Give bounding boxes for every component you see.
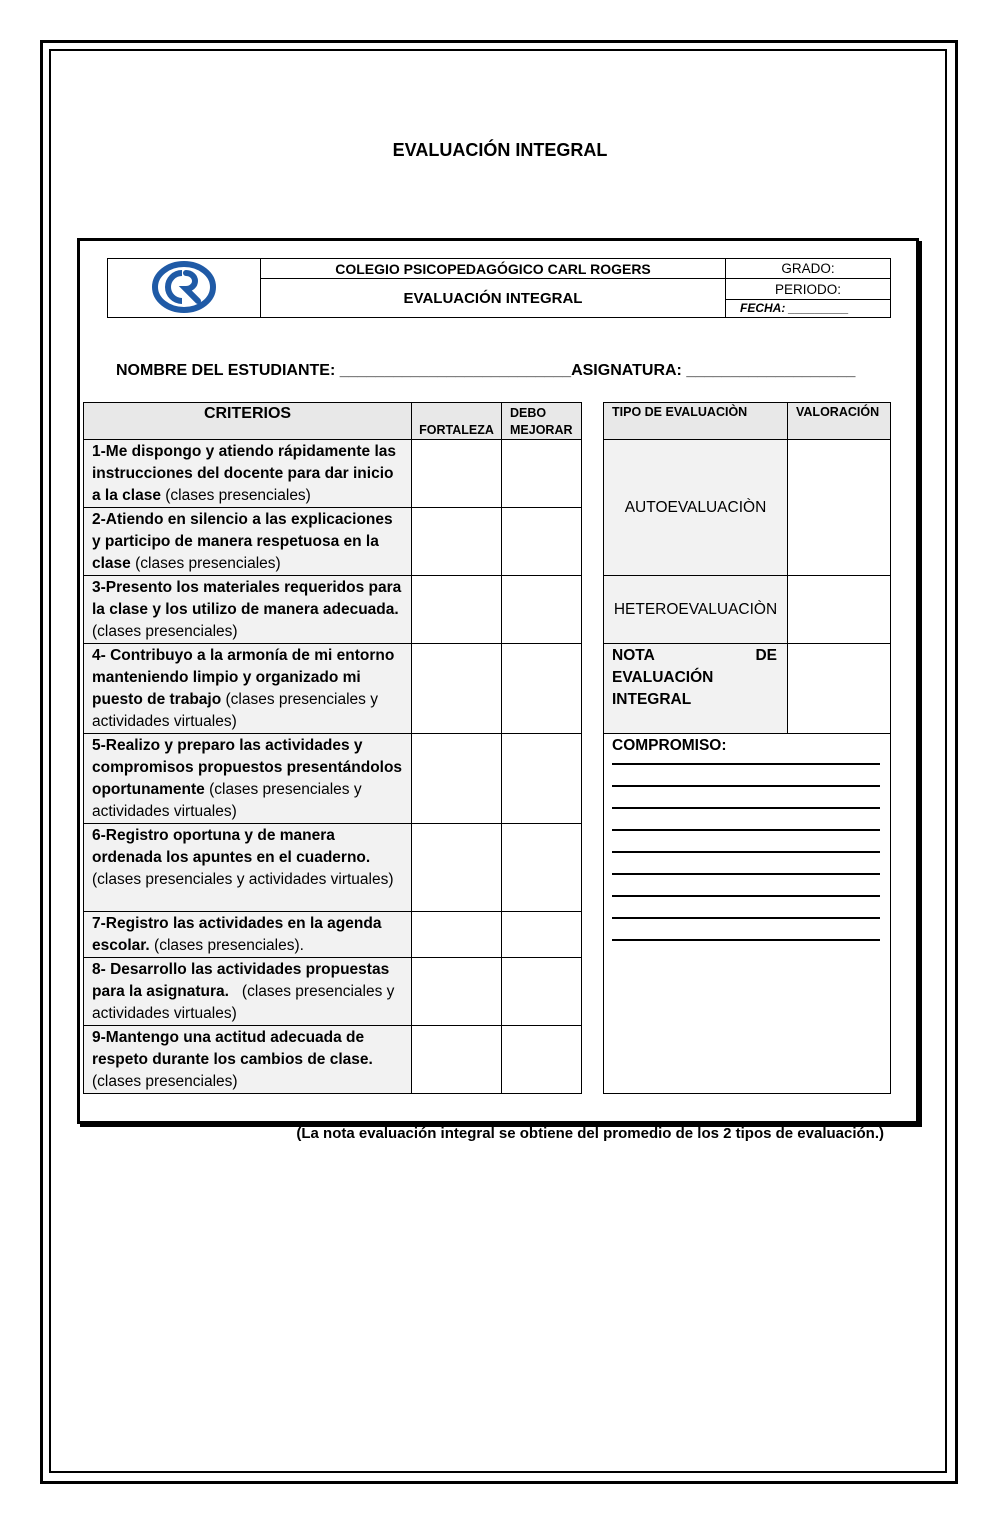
debo-mejorar-cell-7[interactable] <box>502 912 582 958</box>
fortaleza-cell-6[interactable] <box>412 824 502 912</box>
criterion-1: 1-Me dispongo y atiendo rápidamente las instrucciones del docente para dar inicio a la clase (clases presenciales) <box>84 440 412 508</box>
criteria-table <box>83 402 891 1094</box>
debo-mejorar-cell-5[interactable] <box>502 734 582 824</box>
fortaleza-cell-1[interactable] <box>412 440 502 508</box>
compromiso-line[interactable] <box>612 919 880 941</box>
column-gap <box>582 403 604 1094</box>
page-title: EVALUACIÓN INTEGRAL <box>392 140 608 160</box>
heteroevaluacion-valoracion-cell[interactable] <box>788 576 891 644</box>
debo-mejorar-cell-8[interactable] <box>502 958 582 1026</box>
student-line: NOMBRE DEL ESTUDIANTE: __________________________ASIGNATURA: ___________________ <box>116 362 856 379</box>
compromiso-line[interactable] <box>612 831 880 853</box>
school-logo-icon <box>152 261 216 313</box>
debo-mejorar-cell-2[interactable] <box>502 508 582 576</box>
compromiso-line[interactable] <box>612 787 880 809</box>
form-header <box>107 258 891 318</box>
compromiso-line[interactable] <box>612 765 880 787</box>
school-name: COLEGIO PSICOPEDAGÓGICO CARL ROGERS <box>261 259 726 279</box>
logo-cell <box>108 259 261 318</box>
debo-mejorar-cell-9[interactable] <box>502 1026 582 1094</box>
compromiso-line[interactable] <box>612 757 880 765</box>
debo-mejorar-cell-4[interactable] <box>502 644 582 734</box>
fortaleza-cell-7[interactable] <box>412 912 502 958</box>
compromiso-line[interactable] <box>612 809 880 831</box>
header-fortaleza: FORTALEZA <box>412 403 502 440</box>
nota-valoracion-cell[interactable] <box>788 644 891 734</box>
heteroevaluacion-label: HETEROEVALUACIÒN <box>604 576 788 644</box>
footnote: (La nota evaluación integral se obtiene del promedio de los 2 tipos de evaluación.) <box>296 1125 884 1142</box>
criterion-8: 8- Desarrollo las actividades propuestas para la asignatura. (clases presenciales y actividades virtuales) <box>84 958 412 1026</box>
criterion-6: 6-Registro oportuna y de manera ordenada los apuntes en el cuaderno. (clases presenciales y actividades virtuales) <box>84 824 412 912</box>
fortaleza-cell-2[interactable] <box>412 508 502 576</box>
criterion-9: 9-Mantengo una actitud adecuada de respeto durante los cambios de clase. (clases presenciales) <box>84 1026 412 1094</box>
compromiso-label: COMPROMISO: <box>612 737 727 754</box>
autoevaluacion-valoracion-cell[interactable] <box>788 440 891 576</box>
form-title: EVALUACIÓN INTEGRAL <box>261 279 726 318</box>
nota-evaluacion-integral-label: NOTA DE EVALUACIÓN INTEGRAL <box>604 644 788 734</box>
compromiso-line[interactable] <box>612 853 880 875</box>
fortaleza-cell-5[interactable] <box>412 734 502 824</box>
header-valoracion: VALORACIÓN <box>788 403 891 440</box>
criterion-5: 5-Realizo y preparo las actividades y compromisos propuestos presentándolos oportunamente (clases presenciales y actividades virtuales) <box>84 734 412 824</box>
periodo-label: PERIODO: <box>726 279 891 299</box>
header-tipo-evaluacion: TIPO DE EVALUACIÒN <box>604 403 788 440</box>
debo-mejorar-cell-6[interactable] <box>502 824 582 912</box>
fortaleza-cell-9[interactable] <box>412 1026 502 1094</box>
criterion-3: 3-Presento los materiales requeridos para la clase y los utilizo de manera adecuada. (clases presenciales) <box>84 576 412 644</box>
criterion-7: 7-Registro las actividades en la agenda escolar. (clases presenciales). <box>84 912 412 958</box>
debo-mejorar-cell-1[interactable] <box>502 440 582 508</box>
header-debo-mejorar: DEBO MEJORAR <box>502 403 582 440</box>
header-criterios: CRITERIOS <box>84 403 412 440</box>
fecha-label: FECHA: _________ <box>726 299 891 317</box>
debo-mejorar-cell-3[interactable] <box>502 576 582 644</box>
criterion-2: 2-Atiendo en silencio a las explicaciones y participo de manera respetuosa en la clase (clases presenciales) <box>84 508 412 576</box>
criterion-4: 4- Contribuyo a la armonía de mi entorno manteniendo limpio y organizado mi puesto de trabajo (clases presenciales y actividades virtuales) <box>84 644 412 734</box>
fortaleza-cell-8[interactable] <box>412 958 502 1026</box>
compromiso-box[interactable] <box>604 734 891 1094</box>
grado-label: GRADO: <box>726 259 891 279</box>
compromiso-line[interactable] <box>612 897 880 919</box>
autoevaluacion-label: AUTOEVALUACIÒN <box>604 440 788 576</box>
compromiso-line[interactable] <box>612 875 880 897</box>
fortaleza-cell-4[interactable] <box>412 644 502 734</box>
fortaleza-cell-3[interactable] <box>412 576 502 644</box>
